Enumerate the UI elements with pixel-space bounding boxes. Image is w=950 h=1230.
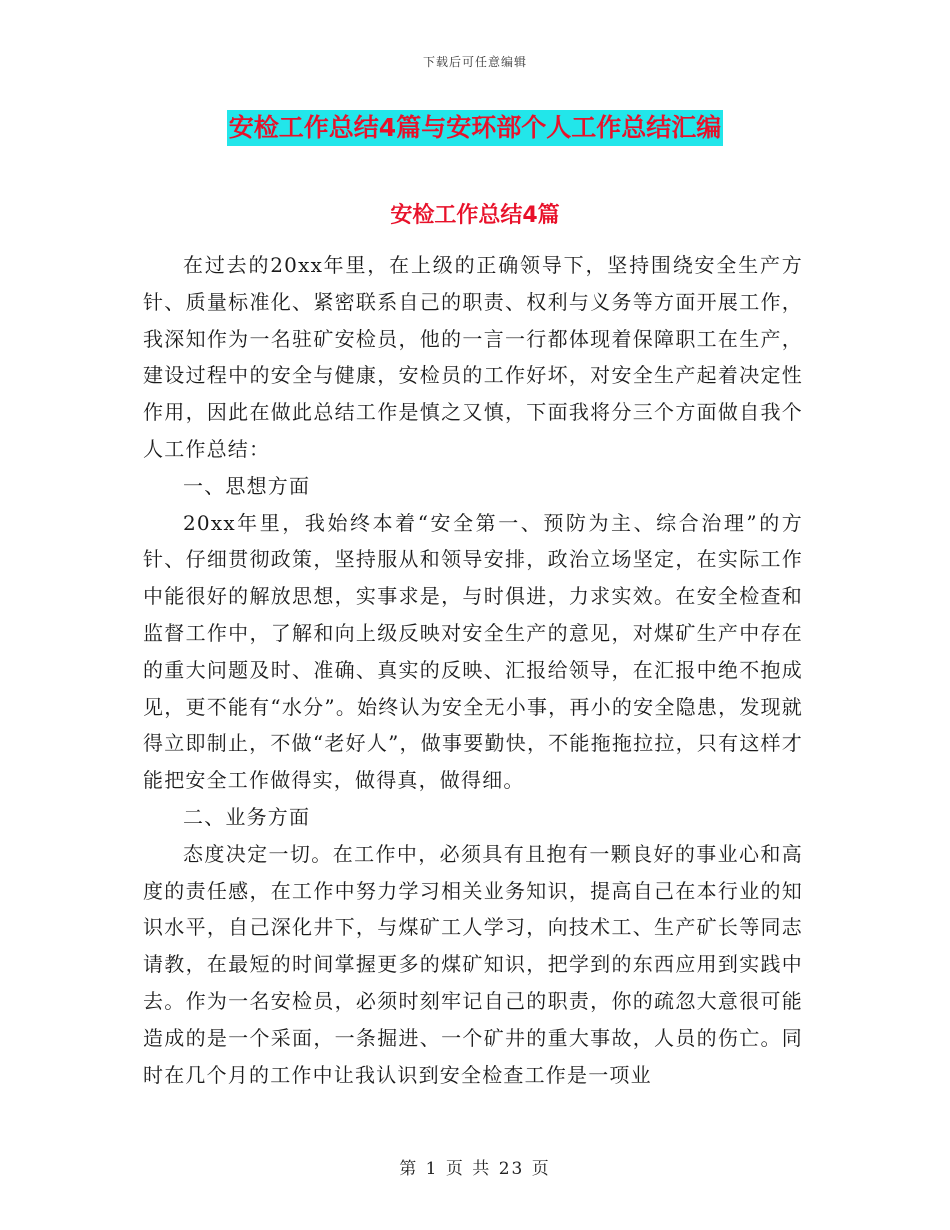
document-body <box>143 247 803 1093</box>
paragraph-intro: 在过去的20xx年里，在上级的正确领导下，坚持围绕安全生产方针、质量标准化、紧密联系自己的职责、权利与义务等方面开展工作，我深知作为一名驻矿安检员，他的一言一行都体现着保障职工在生产，建设过程中的安全与健康，安检员的工作好坏，对安全生产起着决定性作用，因此在做此总结工作是慎之又慎，下面我将分三个方面做自我个人工作总结： <box>143 253 803 461</box>
paragraph-business: 态度决定一切。在工作中，必须具有且抱有一颗良好的事业心和高度的责任感，在工作中努力学习相关业务知识，提高自己在本行业的知识水平，自己深化井下，与煤矿工人学习，向技术工、生产矿长等同志请教，在最短的时间掌握更多的煤矿知识，把学到的东西应用到实践中去。作为一名安检员，必须时刻牢记自己的职责，你的疏忽大意很可能造成的是一个采面，一条掘进、一个矿井的重大事故，人员的伤亡。同时在几个月的工作中让我认识到安全检查工作是一项业 <box>143 841 803 1087</box>
paragraph-thought: 20xx年里，我始终本着“安全第一、预防为主、综合治理”的方针、仔细贯彻政策，坚持服从和领导安排，政治立场坚定，在实际工作中能很好的解放思想，实事求是，与时俱进，力求实效。在安全检查和监督工作中，了解和向上级反映对安全生产的意见，对煤矿生产中存在的重大问题及时、准确、真实的反映、汇报给领导，在汇报中绝不抱成见，更不能有“水分”。始终认为安全无小事，再小的安全隐患，发现就得立即制止，不做“老好人”，做事要勤快，不能拖拖拉拉，只有这样才能把安全工作做得实，做得真，做得细。 <box>143 510 803 793</box>
section-heading-business: 二、业务方面 <box>183 804 311 829</box>
sub-title: 安检工作总结4篇 <box>390 203 560 228</box>
section-heading-thought: 一、思想方面 <box>183 473 311 498</box>
header-note: 下载后可任意编辑 <box>422 55 527 69</box>
main-title: 安检工作总结4篇与安环部个人工作总结汇编 <box>227 110 723 146</box>
main-title-container <box>0 110 950 146</box>
page-footer: 第 1 页 共 23 页 <box>399 1159 551 1179</box>
